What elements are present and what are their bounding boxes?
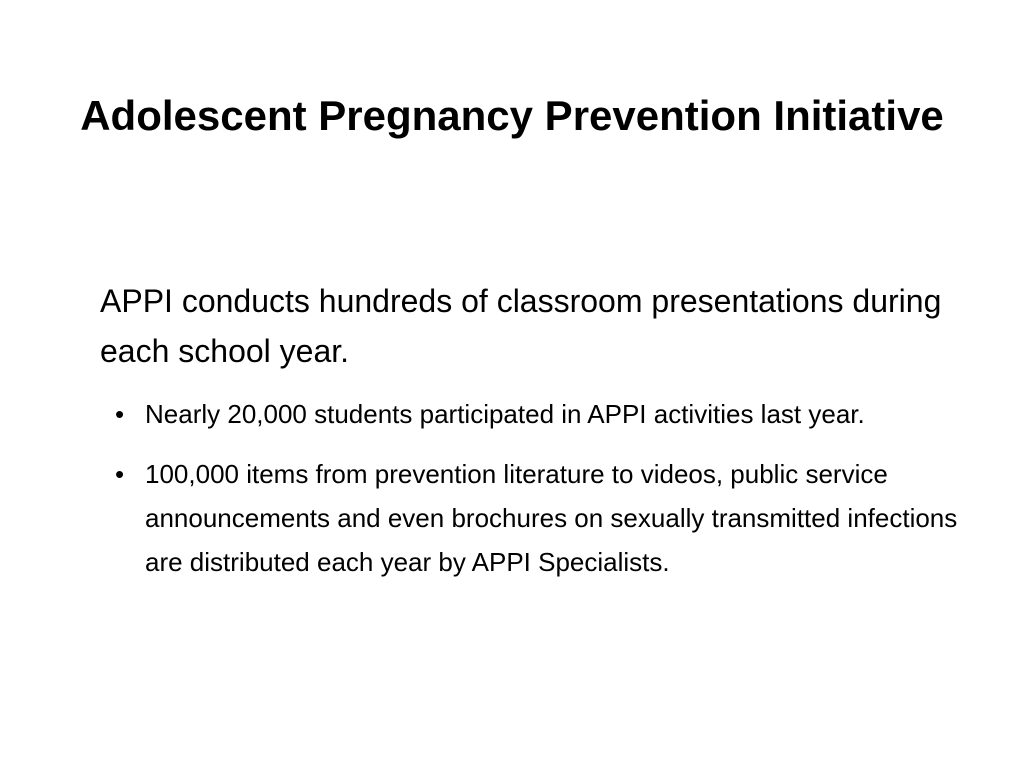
bullet-text: Nearly 20,000 students participated in APPI activities last year. bbox=[145, 399, 865, 429]
bullet-item bbox=[115, 452, 995, 584]
slide-title: Adolescent Pregnancy Prevention Initiative bbox=[80, 92, 944, 139]
bullet-dot-icon: • bbox=[115, 459, 125, 489]
lead-paragraph: APPI conducts hundreds of classroom presentations during each school year. bbox=[100, 283, 942, 369]
bullet-text: 100,000 items from prevention literature to videos, public service announcements and even brochures on sexually transmitted infections are distributed each year by APPI Specialists. bbox=[145, 459, 958, 577]
bullet-list bbox=[115, 392, 995, 600]
bullet-dot-icon: • bbox=[115, 399, 125, 429]
bullet-item bbox=[115, 392, 995, 436]
